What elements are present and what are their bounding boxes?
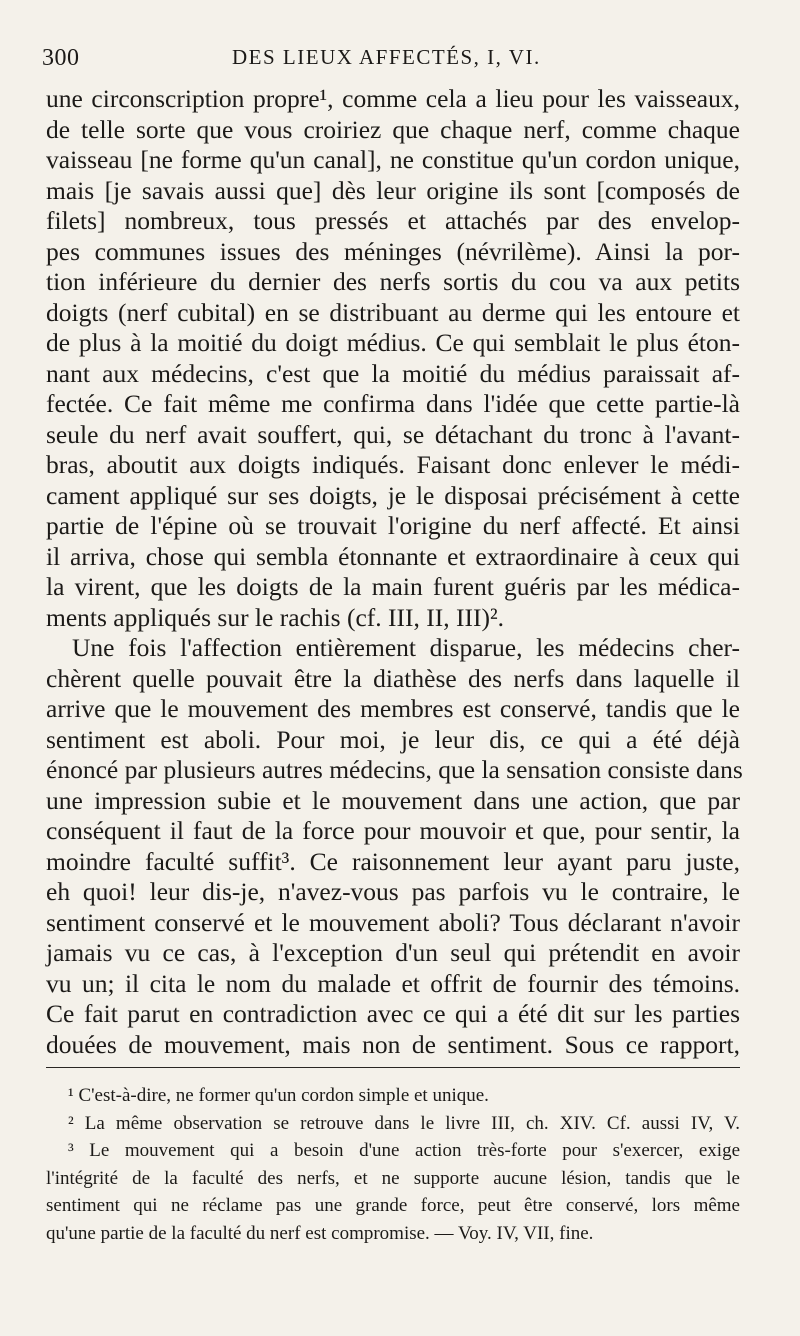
footnote-line: qu'une partie de la faculté du nerf est compromise. — Voy. IV, VII, fine. — [46, 1222, 594, 1244]
footnote-line: ³ Le mouvement qui a besoin d'une action très-forte pour s'exercer, exige — [68, 1140, 740, 1161]
text-line: moindre faculté suffit³. Ce raisonnement leur ayant paru juste, — [46, 846, 740, 876]
text-line: eh quoi! leur dis-je, n'avez-vous pas parfois vu le contraire, le — [46, 877, 740, 906]
text-line: bras, aboutit aux doigts indiqués. Faisant donc enlever le médi- — [46, 450, 740, 479]
footnote-line: sentiment qui ne réclame pas une grande force, peut être conservé, lors même — [46, 1195, 740, 1216]
footnote-line: ² La même observation se retrouve dans le livre III, ch. XIV. Cf. aussi IV, V. — [68, 1112, 740, 1134]
text-line: partie de l'épine où se trouvait l'origine du nerf affecté. Et ainsi — [46, 511, 740, 540]
text-line: vu un; il cita le nom du malade et offrit de fournir des témoins. — [46, 968, 740, 998]
footnote-divider — [46, 1067, 740, 1068]
text-line: nant aux médecins, c'est que la moitié du médius paraissait af- — [46, 358, 740, 388]
running-head: DES LIEUX AFFECTÉS, I, VI. — [232, 45, 541, 69]
text-line: il arriva, chose qui sembla étonnante et extraordinaire à ceux qui — [46, 541, 740, 571]
text-line: doigts (nerf cubital) en se distribuant au derme qui les entoure et — [46, 297, 740, 327]
text-line: de telle sorte que vous croiriez que chaque nerf, comme chaque — [46, 114, 740, 144]
text-line: Ce fait parut en contradiction avec ce qui a été dit sur les parties — [46, 999, 740, 1028]
text-line: Une fois l'affection entièrement disparue, les médecins cher- — [72, 633, 740, 662]
footnotes — [46, 1082, 740, 1247]
text-line: une impression subie et le mouvement dans une action, que par — [46, 785, 740, 815]
text-line: filets] nombreux, tous pressés et attachés par des envelop- — [46, 206, 740, 235]
text-line: de plus à la moitié du doigt médius. Ce qui semblait le plus éton- — [46, 328, 740, 357]
page-header — [42, 45, 760, 79]
text-line: seule du nerf avait souffert, qui, se détachant du tronc à l'avant- — [46, 419, 740, 449]
text-line: mais [je savais aussi que] dès leur origine ils sont [composés de — [46, 175, 740, 205]
text-line: énoncé par plusieurs autres médecins, que la sensation consiste dans — [46, 755, 743, 784]
text-line: une circonscription propre¹, comme cela a lieu pour les vaisseaux, — [46, 84, 740, 113]
text-line: jamais vu ce cas, à l'exception d'un seul qui prétendit en avoir — [46, 938, 740, 967]
text-line: douées de mouvement, mais non de sentiment. Sous ce rapport, — [46, 1029, 740, 1059]
text-line: fectée. Ce fait même me confirma dans l'idée que cette partie-là — [46, 389, 740, 418]
body-text — [46, 84, 743, 1060]
text-line: cament appliqué sur ses doigts, je le disposai précisément à cette — [46, 480, 740, 510]
text-line: sentiment conservé et le mouvement aboli? Tous déclarant n'avoir — [46, 907, 740, 937]
text-line: conséquent il faut de la force pour mouvoir et que, pour sentir, la — [46, 816, 740, 845]
text-line: chèrent quelle pouvait être la diathèse des nerfs dans laquelle il — [46, 663, 740, 693]
text-line: la virent, que les doigts de la main furent guéris par les médica- — [46, 572, 740, 601]
page-number: 300 — [42, 45, 80, 71]
footnote-line: ¹ C'est-à-dire, ne former qu'un cordon simple et unique. — [68, 1085, 489, 1106]
text-line: vaisseau [ne forme qu'un canal], ne constitue qu'un cordon unique, — [46, 145, 740, 174]
text-line: pes communes issues des méninges (névrilème). Ainsi la por- — [46, 236, 740, 266]
text-line: ments appliqués sur le rachis (cf. III, II, III)². — [46, 602, 504, 632]
footnote-line: l'intégrité de la faculté des nerfs, et ne supporte aucune lésion, tandis que le — [46, 1167, 740, 1189]
text-line: arrive que le mouvement des membres est conservé, tandis que le — [46, 694, 740, 723]
text-line: tion inférieure du dernier des nerfs sortis du cou va aux petits — [46, 267, 740, 296]
text-line: sentiment est aboli. Pour moi, je leur dis, ce qui a été déjà — [46, 724, 740, 754]
